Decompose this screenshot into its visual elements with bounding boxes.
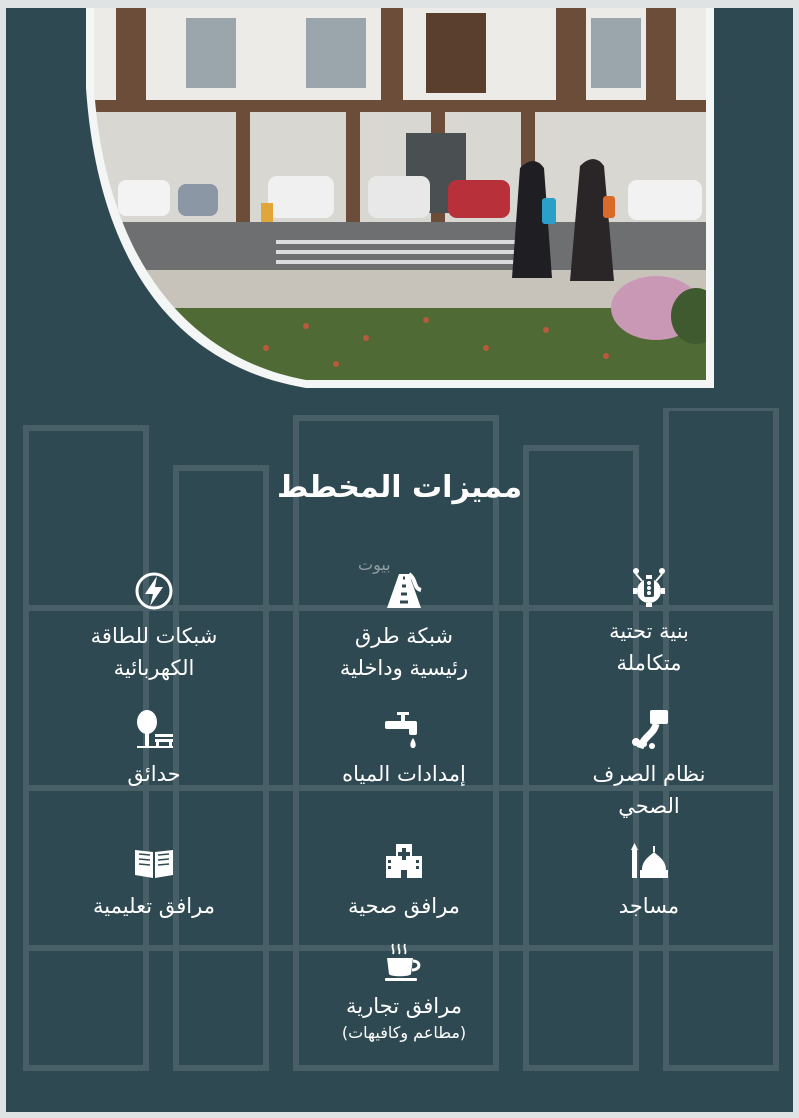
feature-sublabel: (مطاعم وكافيهات) <box>341 1023 467 1042</box>
water-tap-icon <box>383 708 425 750</box>
pipe-outflow-icon <box>628 708 670 750</box>
tree-bench-icon <box>133 708 175 750</box>
mosque-icon <box>628 840 670 882</box>
feature-mosques <box>534 840 764 922</box>
feature-power <box>39 570 269 684</box>
feature-label: حدائق <box>127 762 181 786</box>
feature-label: إمدادات المياه <box>342 762 466 786</box>
page-title: مميزات المخطط <box>276 470 523 505</box>
feature-commercial <box>289 940 519 1044</box>
feature-water <box>289 708 519 790</box>
feature-health <box>289 840 519 922</box>
feature-label: بنية تحتية متكاملة <box>609 619 689 675</box>
gears-traffic-icon <box>628 565 670 607</box>
feature-infrastructure <box>534 565 764 679</box>
watermark-logo: بيوت <box>358 555 391 574</box>
feature-label: مساجد <box>618 894 680 918</box>
road-icon <box>383 570 425 612</box>
feature-label: مرافق صحية <box>348 894 460 918</box>
feature-label: شبكة طرق رئيسية وداخلية <box>339 624 469 680</box>
feature-sewage <box>534 708 764 822</box>
lightning-icon <box>133 570 175 612</box>
hero-building-image <box>6 8 793 408</box>
brochure-page <box>6 8 793 1112</box>
feature-roads <box>289 570 519 684</box>
feature-label: شبكات للطاقة الكهربائية <box>90 624 218 680</box>
feature-education <box>39 840 269 922</box>
open-book-icon <box>133 840 175 882</box>
feature-label: نظام الصرف الصحي <box>592 762 706 818</box>
feature-gardens <box>39 708 269 790</box>
feature-label: مرافق تعليمية <box>93 894 215 918</box>
hospital-icon <box>383 840 425 882</box>
feature-label: مرافق تجارية <box>346 994 462 1018</box>
coffee-cup-icon <box>383 940 425 982</box>
